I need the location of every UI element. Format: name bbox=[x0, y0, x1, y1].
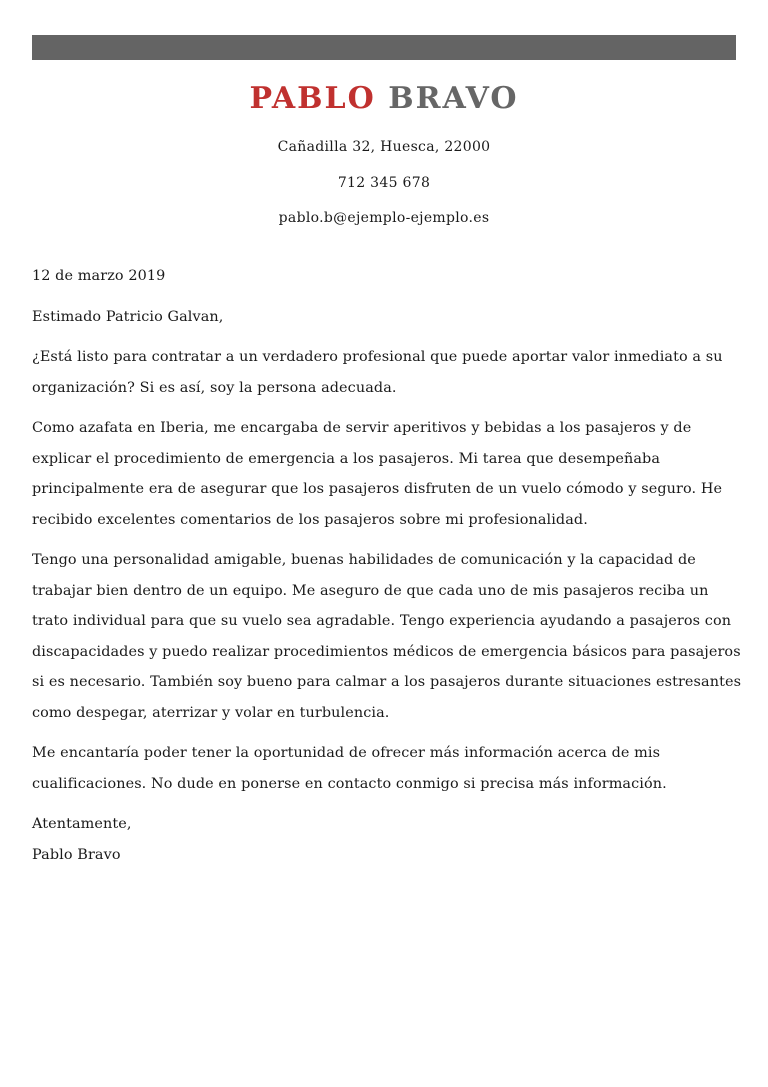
letter-closing bbox=[32, 809, 744, 870]
letter-paragraph-1: ¿Está listo para contratar a un verdadero profesional que puede aportar valor inmediato a su organización? Si es así, soy la persona adecuada. bbox=[32, 349, 723, 396]
letter-paragraph-2: Como azafata en Iberia, me encargaba de servir aperitivos y bebidas a los pasajeros y de explicar el procedimiento de emergencia a los pasajeros. Mi tarea que desempeñaba principalmente era de asegurar que los pasajeros disfruten de un vuelo cómodo y seguro. He recibido excelentes comentarios de los pasajeros sobre mi profesionalidad. bbox=[32, 420, 723, 528]
sender-first-name: PABLO bbox=[249, 81, 376, 116]
letter-body bbox=[32, 261, 744, 870]
letter-paragraph-3: Tengo una personalidad amigable, buenas habilidades de comunicación y la capacidad de trabajar bien dentro de un equipo. Me aseguro de que cada uno de mis pasajeros reciba un trato individual para que su vuelo sea agradable. Tengo experiencia ayudando a pasajeros con discapacidades y puedo realizar procedimientos médicos de emergencia básicos para pasajeros si es necesario. También soy bueno para calmar a los pasajeros durante situaciones estresantes como despegar, aterrizar y volar en turbulencia. bbox=[32, 552, 742, 721]
header-bar bbox=[32, 35, 736, 60]
sender-email: pablo.b@ejemplo-ejemplo.es bbox=[278, 210, 490, 226]
sender-name bbox=[0, 80, 768, 118]
letter-signature-name: Pablo Bravo bbox=[32, 846, 121, 863]
letter-paragraph-4: Me encantaría poder tener la oportunidad de ofrecer más información acerca de mis cualificaciones. No dude en ponerse en contacto conmigo si precisa más información. bbox=[32, 745, 667, 792]
sender-address: Cañadilla 32, Huesca, 22000 bbox=[277, 139, 491, 155]
letter-date: 12 de marzo 2019 bbox=[32, 268, 166, 284]
sender-last-name: BRAVO bbox=[388, 81, 519, 116]
sender-phone: 712 345 678 bbox=[337, 175, 431, 191]
letter-greeting: Estimado Patricio Galvan, bbox=[32, 308, 224, 325]
letter-header bbox=[0, 80, 768, 227]
letter-sign-off: Atentamente, bbox=[32, 816, 132, 832]
